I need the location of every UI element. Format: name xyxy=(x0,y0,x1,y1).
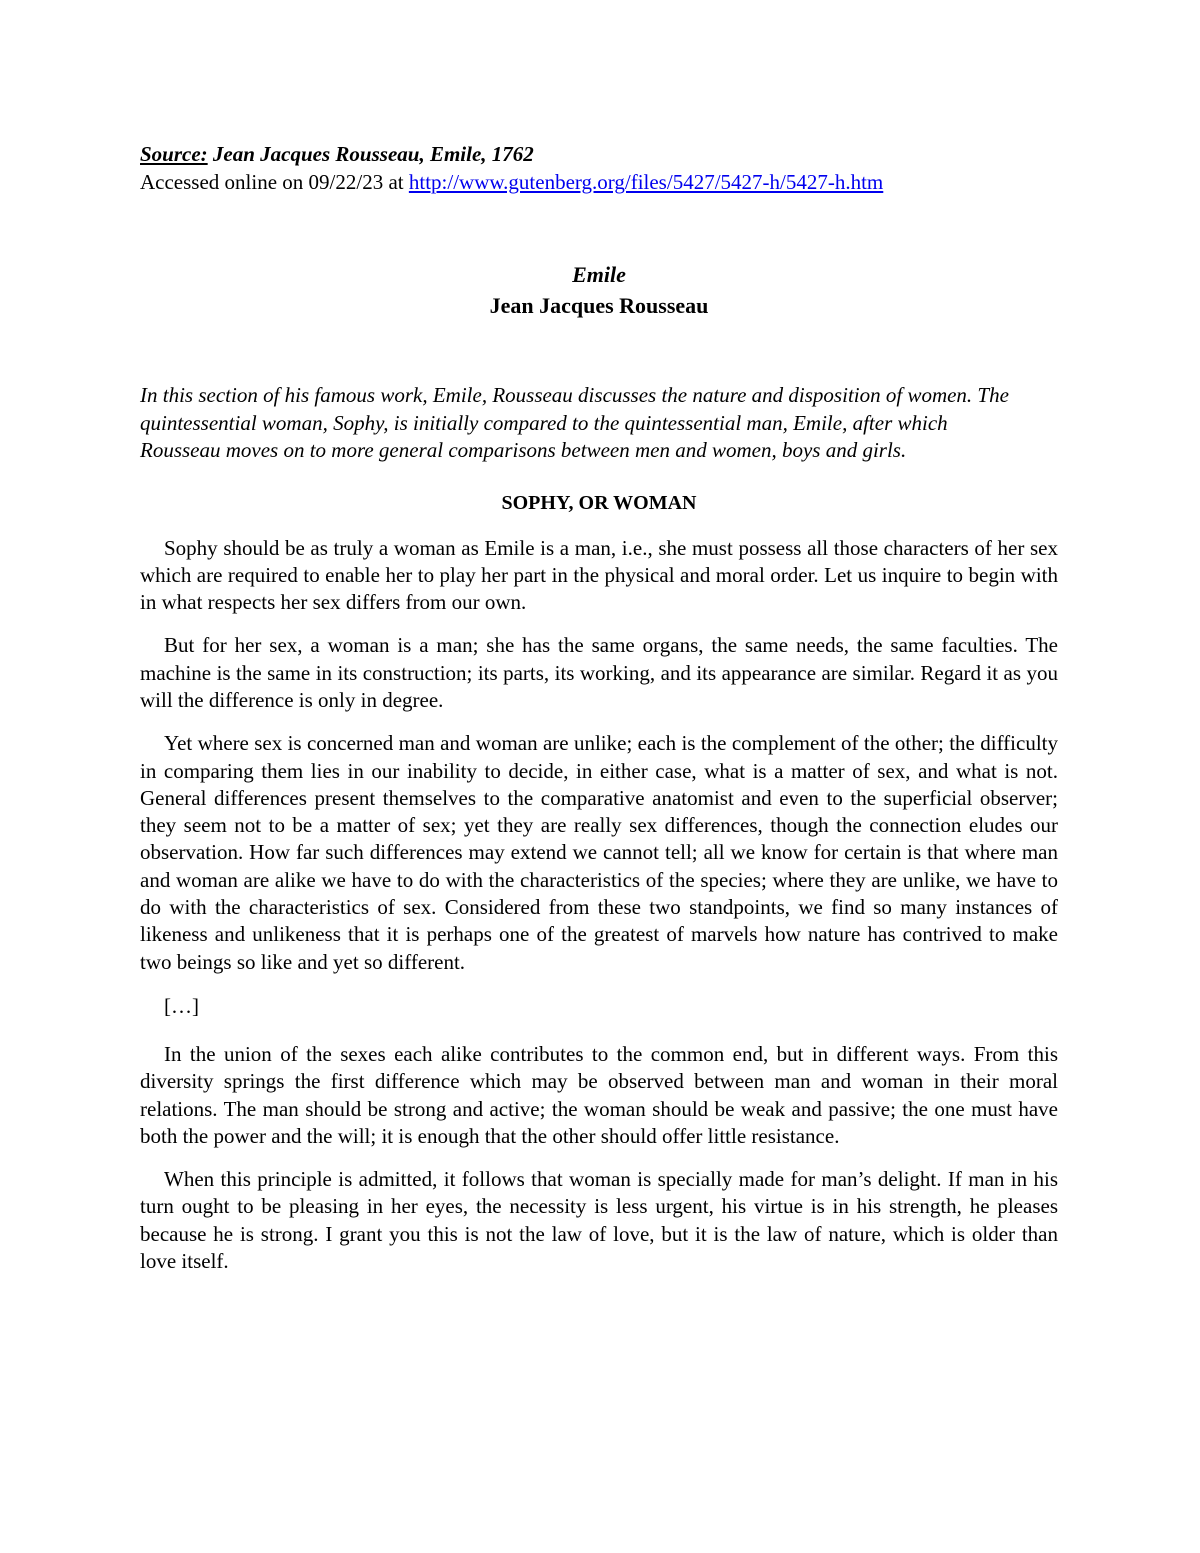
accessed-line xyxy=(140,168,1058,196)
accessed-prefix: Accessed online on 09/22/23 at xyxy=(140,170,409,194)
omission-marker: […] xyxy=(164,993,199,1018)
source-line xyxy=(140,140,1058,168)
body-paragraph: When this principle is admitted, it follows that woman is specially made for man’s delight. If man in his turn ought to be pleasing in her eyes, the necessity is less urgent, his virtue is in his strength, he pleases because he is strong. I grant you this is not the law of love, but it is the law of nature, which is older than love itself. xyxy=(140,1167,1058,1274)
body-paragraph: But for her sex, a woman is a man; she has the same organs, the same needs, the same faculties. The machine is the same in its construction; its parts, its working, and its appearance are similar. Regard it as you will the difference is only in degree. xyxy=(140,633,1058,712)
work-title: Emile xyxy=(572,262,626,287)
source-link[interactable]: http://www.gutenberg.org/files/5427/5427-h/5427-h.htm xyxy=(408,170,884,194)
body-paragraph: In the union of the sexes each alike contributes to the common end, but in different ways. From this diversity springs the first difference which may be observed between man and woman in their moral relations. The man should be strong and active; the woman should be weak and passive; the one must have both the power and the will; it is enough that the other should offer little resistance. xyxy=(140,1041,1058,1148)
author-name: Jean Jacques Rousseau xyxy=(489,293,709,318)
source-citation xyxy=(140,142,534,166)
source-label: Source: xyxy=(140,142,208,166)
body-paragraph: Sophy should be as truly a woman as Emile is a man, i.e., she must possess all those characters of her sex which are required to enable her to play her part in the physical and moral order. Let us inquire to begin with in what respects her sex differs from our own. xyxy=(140,535,1058,615)
section-heading: SOPHY, OR WOMAN xyxy=(501,491,697,514)
document-page xyxy=(140,140,1058,1275)
title-block xyxy=(140,260,1058,322)
body-paragraph: Yet where sex is concerned man and woman are unlike; each is the complement of the other; the difficulty in comparing them lies in our inability to decide, in either case, what is a matter of sex, and what is not. General differences present themselves to the comparative anatomist and even to the superficial observer; they seem not to be a matter of sex; yet they are really sex differences, though the connection eludes our observation. How far such differences may extend we cannot tell; all we know for certain is that where man and woman are alike we have to do with the characteristics of the species; where they are unlike, we have to do with the characteristics of sex. Considered from these two standpoints, we find so many instances of likeness and unlikeness that it is perhaps one of the greatest of marvels how nature has contrived to make two beings so like and yet so different. xyxy=(140,731,1058,974)
intro-paragraph: In this section of his famous work, Emile, Rousseau discusses the nature and disposition of women. The quintessential woman, Sophy, is initially compared to the quintessential man, Emile, after which Rousseau moves on to more general comparisons between men and women, boys and girls. xyxy=(140,383,1009,462)
source-text: Jean Jacques Rousseau, Emile, 1762 xyxy=(207,142,534,166)
